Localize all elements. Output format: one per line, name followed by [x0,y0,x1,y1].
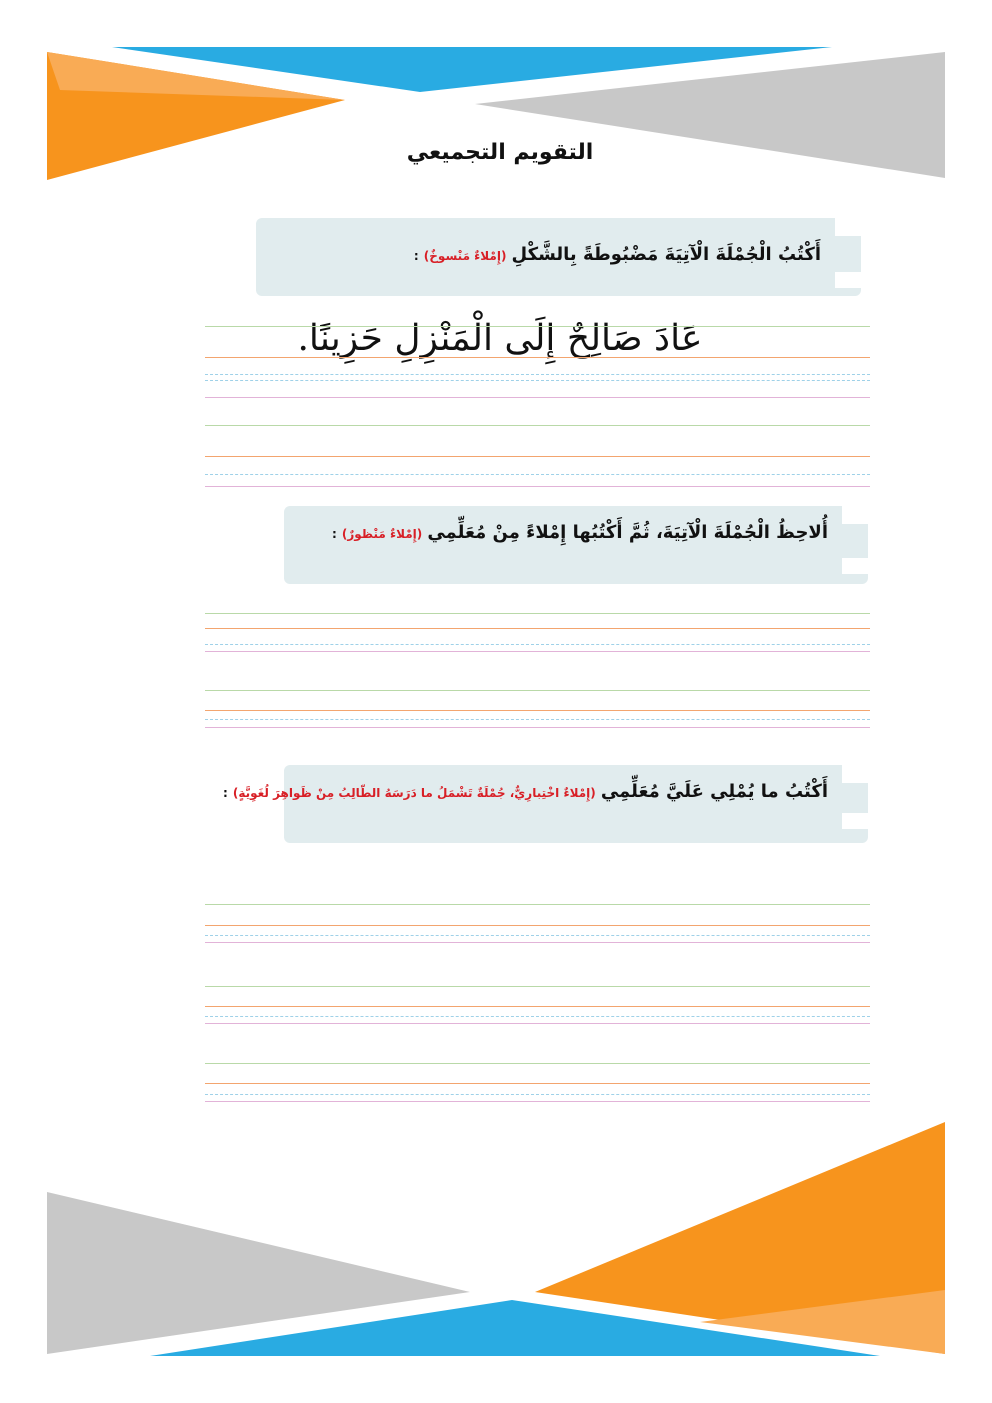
writing-line [205,374,870,375]
writing-line [205,710,870,711]
writing-line [205,935,870,936]
writing-line [205,628,870,629]
writing-line [205,613,870,614]
writing-line [205,719,870,720]
writing-line [205,644,870,645]
question-1-text [414,244,821,265]
question-1-tab [835,216,865,236]
writing-line [205,380,870,381]
writing-line [205,1063,870,1064]
writing-line [205,1101,870,1102]
question-1-colon: : [413,249,419,263]
writing-line [205,456,870,457]
writing-line [205,326,870,327]
question-2-tab-bottom [842,558,872,574]
model-sentence: عَادَ صَالِحٌ إِلَى الْمَنْزِلِ حَزِينًا. [297,318,703,359]
writing-line [205,904,870,905]
writing-line [205,1094,870,1095]
writing-line [205,925,870,926]
question-2-text [332,522,828,543]
question-3-colon: : [222,786,228,800]
question-3-text [223,781,828,802]
writing-line [205,357,870,358]
writing-line [205,986,870,987]
question-3-box [222,765,868,843]
writing-line [205,1016,870,1017]
writing-line [205,397,870,398]
question-2-tab [842,504,872,524]
question-3-tab-bottom [842,813,872,829]
writing-line [205,474,870,475]
writing-line [205,1023,870,1024]
question-2-instruction: أُلاحِظُ الْجُمْلَةَ الْآتِيَةَ، ثُمَّ أَكْتُبُها إِمْلاءً مِنْ مُعَلِّمِي [427,522,828,543]
question-1-box [256,218,861,296]
writing-line [205,690,870,691]
writing-line [205,651,870,652]
question-1-instruction: أَكْتُبُ الْجُمْلَةَ الْآتِيَةَ مَضْبُوطَةً بِالشَّكْلِ [511,244,821,265]
question-2-colon: : [331,527,337,541]
writing-line [205,1006,870,1007]
page-title: التقويم التجميعي [406,140,594,165]
writing-line [205,425,870,426]
question-3-tab [842,763,872,783]
writing-line [205,486,870,487]
writing-line [205,1083,870,1084]
question-1-tab-bottom [835,272,865,288]
question-1-note: (إِمْلاءٌ مَنْسوخٌ) [423,249,507,263]
question-2-note: (إِمْلاءٌ مَنْظورٌ) [341,527,423,541]
writing-line [205,727,870,728]
question-3-note: (إِمْلاءٌ اخْتِبارِيٌّ، جُمْلَةٌ تَشْمَلُ ما دَرَسَهُ الطّالِبُ مِنْ ظَواهِرَ لُغَوِيَّةٍ) [232,786,596,800]
question-2-box [284,506,868,584]
question-3-instruction: أَكْتُبُ ما يُمْلِي عَلَيَّ مُعَلِّمِي [600,781,828,802]
writing-line [205,942,870,943]
